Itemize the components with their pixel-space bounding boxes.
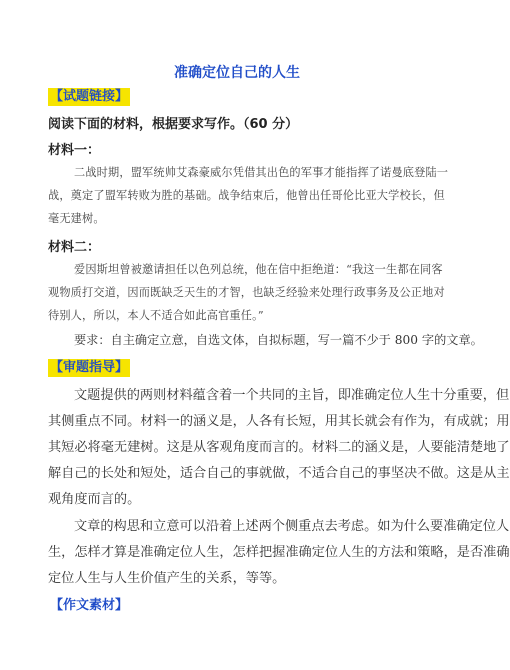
guide-paragraph-1 [48, 383, 510, 513]
guide-paragraph-2 [48, 514, 510, 592]
material2-paragraph [48, 258, 445, 327]
material1-line: 毫无建树。 [48, 212, 105, 225]
material2-line: 爱因斯坦曾被邀请担任以色列总统，他在信中拒绝道：“我这一生都在同客 [74, 263, 443, 276]
requirement-text: 要求：自主确定立意，自选文体，自拟标题，写一篇不少于 800 字的文章。 [74, 333, 483, 347]
material2-line: 待别人，所以，本人不适合如此高官重任。” [48, 309, 264, 322]
guide-line: 生，怎样才算是准确定位人生，怎样把握准确定位人生的方法和策略，是否准确 [48, 545, 510, 560]
material1-line: 二战时期，盟军统帅艾森豪威尔凭借其出色的军事才能指挥了诺曼底登陆一 [74, 166, 449, 179]
material1-line: 战，奠定了盟军转败为胜的基础。战争结束后，他曾出任哥伦比亚大学校长，但 [48, 189, 445, 202]
material2-label: 材料二： [48, 240, 101, 255]
guide-line: 文章的构思和立意可以沿着上述两个侧重点去考虑。如为什么要准确定位人 [74, 519, 510, 534]
guide-line: 观角度而言的。 [48, 492, 141, 507]
guide-line: 文题提供的两则材料蕴含着一个共同的主旨，即准确定位人生十分重要，但 [74, 388, 510, 403]
guide-line: 定位人生与人生价值产生的关系，等等。 [48, 571, 286, 586]
section-tag-material: 【作文素材】 [50, 598, 129, 613]
page-title: 准确定位自己的人生 [174, 65, 300, 81]
guide-line: 解自己的长处和短处，适合自己的事就做，不适合自己的事坚决不做。这是从主 [48, 466, 510, 481]
guide-line: 其侧重点不同。材料一的涵义是，人各有长短，用其长就会有作为，有成就；用 [48, 414, 510, 429]
instruction-text: 阅读下面的材料，根据要求写作。（60 分） [48, 117, 299, 132]
material2-line: 观物质打交道，因而既缺乏天生的才智，也缺乏经验来处理行政事务及公正地对 [48, 286, 445, 299]
section-tag-guide: 【审题指导】 [50, 360, 129, 375]
material1-paragraph [48, 161, 449, 230]
material1-label: 材料一： [48, 143, 101, 158]
guide-line: 其短必将毫无建树。这是从客观角度而言的。材料二的涵义是，人要能清楚地了 [48, 440, 510, 455]
section-tag-link: 【试题链接】 [50, 89, 129, 104]
